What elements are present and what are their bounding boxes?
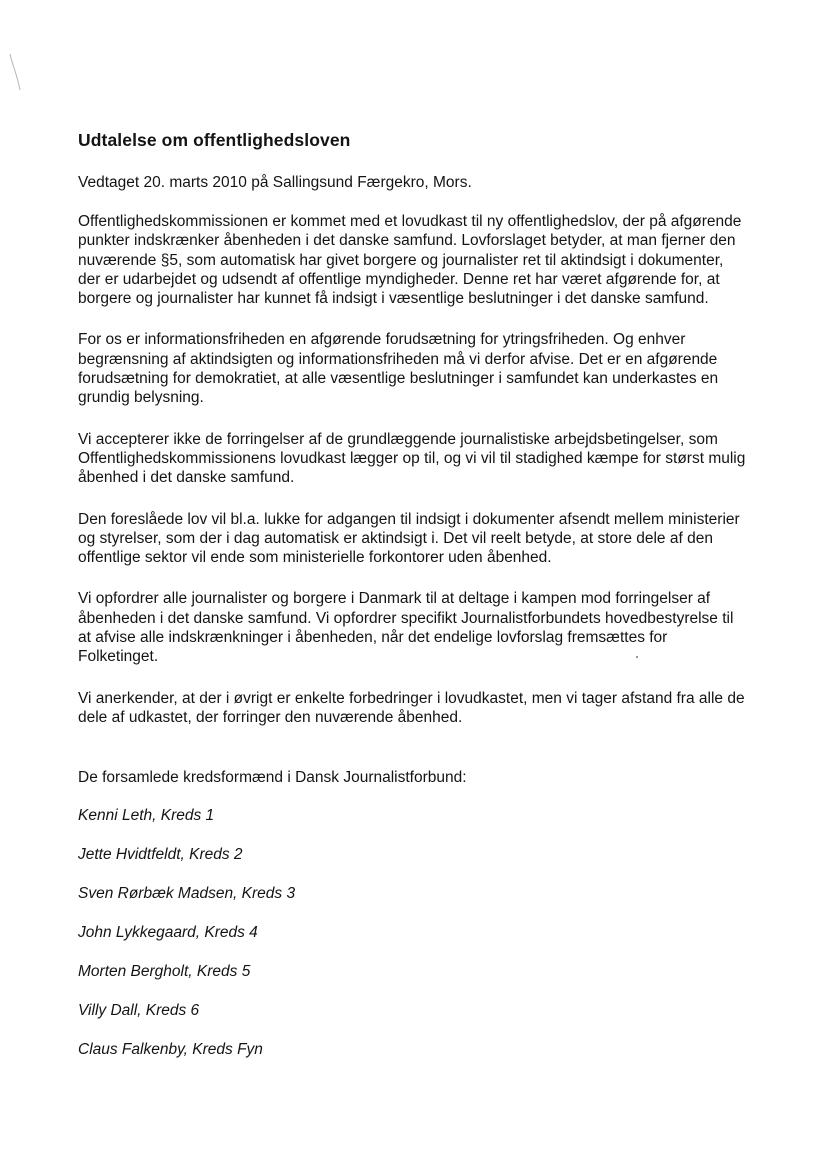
document-subtitle: Vedtaget 20. marts 2010 på Sallingsund Færgekro, Mors. (78, 174, 472, 191)
signer-item: Jette Hvidtfeldt, Kreds 2 (78, 846, 243, 864)
paragraph-6: Vi anerkender, at der i øvrigt er enkelte forbedringer i lovudkastet, men vi tager afstand fra alle de dele af udkastet, der forringer den nuværende åbenhed. (78, 689, 745, 726)
signer-item: Claus Falkenby, Kreds Fyn (78, 1041, 263, 1059)
paragraph-1: Offentlighedskommissionen er kommet med et lovudkast til ny offentlighedslov, der på afgørende punkter indskrænker åbenheden i det danske samfund. Lovforslaget betyder, at man fjerner den nuværende §5, som automatisk har givet borgere og journalister ret til aktindsigt i dokumenter, der er udarbejdet og udsendt af offentlige myndigheder. Denne ret har været afgørende for, at borgere og journalister har kunnet få indsigt i væsentlige beslutninger i det danske samfund. (78, 213, 742, 308)
paragraph-2: For os er informationsfriheden en afgørende forudsætning for ytringsfriheden. Og enhver begrænsning af aktindsigten og informationsfriheden må vi derfor afvise. Det er en afgørende forudsætning for demokratiet, at alle væsentlige beslutninger i samfundet kan underkastes en grundig belysning. (78, 331, 719, 407)
scan-speck (636, 656, 638, 658)
document-title: Udtalelse om offentlighedsloven (78, 130, 351, 150)
signer-item: Kenni Leth, Kreds 1 (78, 807, 215, 825)
signer-item: John Lykkegaard, Kreds 4 (78, 924, 258, 942)
signers-intro: De forsamlede kredsformænd i Dansk Journalistforbund: (78, 769, 467, 787)
signer-item: Morten Bergholt, Kreds 5 (78, 963, 251, 981)
signer-item: Sven Rørbæk Madsen, Kreds 3 (78, 885, 296, 903)
signers-list (78, 806, 758, 1060)
paragraph-4: Den foreslåede lov vil bl.a. lukke for adgangen til indsigt i dokumenter afsendt mellem ministerier og styrelser, som der i dag automatisk er aktindsigt i. Det vil reelt betyde, at store dele af den offentlige sektor vil ende som ministerielle forkontorer uden åbenhed. (78, 510, 740, 567)
scan-artifact-mark (8, 52, 22, 92)
signer-item: Villy Dall, Kreds 6 (78, 1002, 200, 1020)
document-content (78, 128, 758, 1060)
paragraph-3: Vi accepterer ikke de forringelser af de grundlæggende journalistiske arbejdsbetingelser, som Offentlighedskommissionens lovudkast lægger op til, og vi vil til stadighed kæmpe for størst mulig åbenhed i det danske samfund. (78, 430, 746, 487)
paragraph-5: Vi opfordrer alle journalister og borgere i Danmark til at deltage i kampen mod forringelser af åbenheden i det danske samfund. Vi opfordrer specifikt Journalistforbundets hovedbestyrelse til at afvise alle indskrænkninger i åbenheden, når det endelige lovforslag fremsættes for Folketinget. (78, 590, 734, 666)
